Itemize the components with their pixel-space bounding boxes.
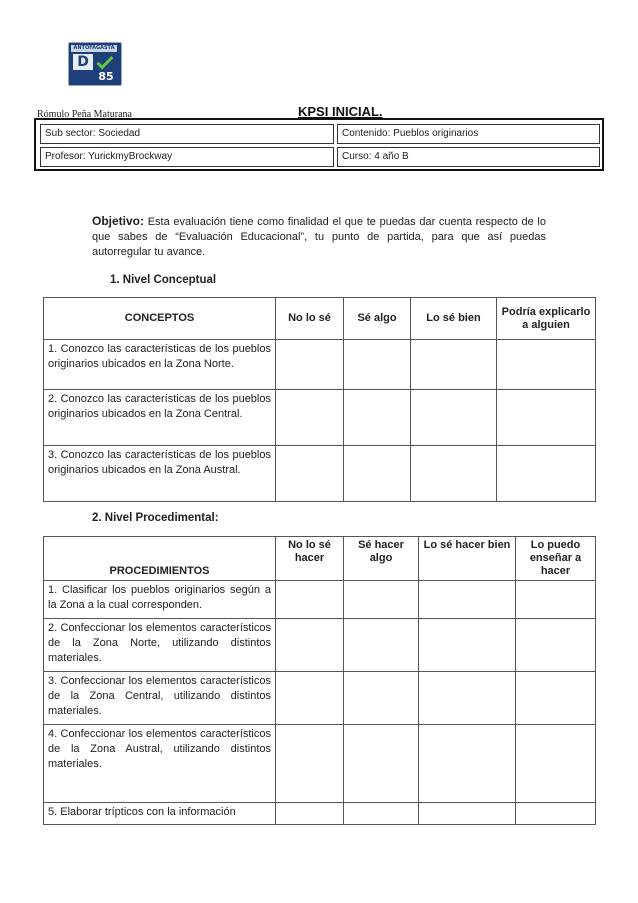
column-header: PROCEDIMIENTOS <box>44 537 276 581</box>
rating-cell[interactable] <box>516 725 596 803</box>
rating-cell[interactable] <box>411 390 497 446</box>
rating-cell[interactable] <box>276 672 344 725</box>
table-row <box>44 446 596 502</box>
rating-cell[interactable] <box>516 581 596 619</box>
rating-cell[interactable] <box>276 446 344 502</box>
author-name: Rómulo Peña Maturana <box>37 109 132 120</box>
column-header: No lo sé <box>276 298 344 340</box>
concept-item: 1. Conozco las características de los pueblos originarios ubicados en la Zona Norte. <box>44 340 276 390</box>
rating-cell[interactable] <box>276 803 344 825</box>
column-header: No lo sé hacer <box>276 537 344 581</box>
table-row <box>44 619 596 672</box>
contenido-field: Contenido: Pueblos originarios <box>337 124 600 144</box>
header-info-box <box>34 118 604 171</box>
rating-cell[interactable] <box>276 340 344 390</box>
rating-cell[interactable] <box>411 340 497 390</box>
rating-cell[interactable] <box>344 725 419 803</box>
rating-cell[interactable] <box>344 619 419 672</box>
concept-item: 3. Conozco las características de los pueblos originarios ubicados en la Zona Austral. <box>44 446 276 502</box>
column-header: Lo sé bien <box>411 298 497 340</box>
column-header: Lo sé hacer bien <box>419 537 516 581</box>
table-row <box>44 725 596 803</box>
table-row <box>44 390 596 446</box>
table-header-row <box>44 298 596 340</box>
column-header: Lo puedo enseñar a hacer <box>516 537 596 581</box>
rating-cell[interactable] <box>276 390 344 446</box>
logo-letter: D <box>73 54 93 70</box>
logo-check-icon <box>97 53 114 70</box>
document-title: KPSI INICIAL. <box>298 104 383 119</box>
school-logo <box>68 42 122 86</box>
rating-cell[interactable] <box>344 340 411 390</box>
sub-sector-field: Sub sector: Sociedad <box>40 124 334 144</box>
procedure-item: 4. Confeccionar los elementos característicos de la Zona Austral, utilizando distintos materiales. <box>44 725 276 803</box>
rating-cell[interactable] <box>344 803 419 825</box>
rating-cell[interactable] <box>497 340 596 390</box>
rating-cell[interactable] <box>276 581 344 619</box>
procedure-item: 1. Clasificar los pueblos originarios según a la Zona a la cual corresponden. <box>44 581 276 619</box>
rating-cell[interactable] <box>516 619 596 672</box>
rating-cell[interactable] <box>497 390 596 446</box>
column-header: Sé algo <box>344 298 411 340</box>
rating-cell[interactable] <box>516 803 596 825</box>
table-header-row <box>44 537 596 581</box>
rating-cell[interactable] <box>276 725 344 803</box>
rating-cell[interactable] <box>276 619 344 672</box>
rating-cell[interactable] <box>344 672 419 725</box>
logo-banner: ANTOFAGASTA <box>71 45 117 52</box>
table-row <box>44 340 596 390</box>
rating-cell[interactable] <box>419 619 516 672</box>
rating-cell[interactable] <box>419 803 516 825</box>
curso-field: Curso: 4 año B <box>337 147 600 167</box>
section1-heading: 1. Nivel Conceptual <box>110 274 217 286</box>
rating-cell[interactable] <box>516 672 596 725</box>
procedural-table <box>43 536 596 825</box>
conceptual-table <box>43 297 596 502</box>
profesor-field: Profesor: YurickmyBrockway <box>40 147 334 167</box>
procedure-item: 3. Confeccionar los elementos característicos de la Zona Central, utilizando distintos materiales. <box>44 672 276 725</box>
column-header: Podría explicarlo a alguien <box>497 298 596 340</box>
procedure-item: 2. Confeccionar los elementos característicos de la Zona Norte, utilizando distintos materiales. <box>44 619 276 672</box>
rating-cell[interactable] <box>419 672 516 725</box>
logo-number: 85 <box>98 70 114 83</box>
concept-item: 2. Conozco las características de los pueblos originarios ubicados en la Zona Central. <box>44 390 276 446</box>
objetivo-text: Esta evaluación tiene como finalidad el que te puedas dar cuenta respecto de lo que sabes de “Evaluación Educacional”, tu punto de partida, para que así puedas autorregular tu avance. <box>92 216 546 258</box>
rating-cell[interactable] <box>497 446 596 502</box>
rating-cell[interactable] <box>411 446 497 502</box>
objetivo-label: Objetivo: <box>92 214 145 228</box>
table-row <box>44 672 596 725</box>
rating-cell[interactable] <box>344 446 411 502</box>
rating-cell[interactable] <box>344 581 419 619</box>
section2-heading: 2. Nivel Procedimental: <box>92 512 219 524</box>
table-row <box>44 803 596 825</box>
column-header: Sé hacer algo <box>344 537 419 581</box>
rating-cell[interactable] <box>419 725 516 803</box>
rating-cell[interactable] <box>344 390 411 446</box>
objetivo-paragraph <box>92 214 546 260</box>
procedure-item: 5. Elaborar trípticos con la información <box>44 803 276 825</box>
rating-cell[interactable] <box>419 581 516 619</box>
table-row <box>44 581 596 619</box>
column-header: CONCEPTOS <box>44 298 276 340</box>
